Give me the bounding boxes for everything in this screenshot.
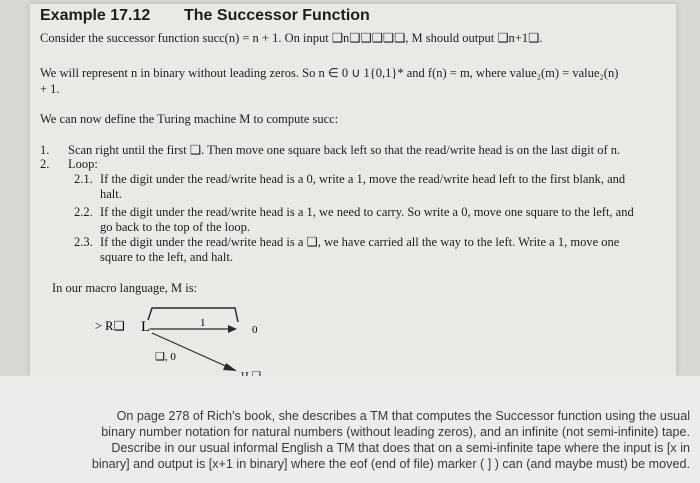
- substep-2-3-line-1: If the digit under the read/write head is a ❑, we have carried all the way to the left. Write a 1, move one: [100, 235, 620, 249]
- substep-2-3-line-2: square to the left, and halt.: [100, 250, 233, 264]
- start-state-label: > R❑: [95, 319, 125, 333]
- example-title: The Successor Function: [184, 7, 370, 24]
- loop-arc: [148, 308, 238, 322]
- macro-line: In our macro language, M is:: [52, 281, 198, 295]
- step-1-text: Scan right until the first ❑. Then move one square back left so that the read/write head is on the last digit of n.: [68, 143, 621, 157]
- edge-1-label: 1: [200, 317, 206, 329]
- step-2-number: 2.: [40, 157, 50, 171]
- substep-2-3-number: 2.3.: [74, 235, 93, 249]
- substep-2-1-line-2: halt.: [100, 187, 122, 201]
- question-line-4: binary] and output is [x+1 in binary] where the eof (end of file) marker ( ] ) can (and maybe must) be moved.: [91, 457, 690, 471]
- substep-2-2-line-1: If the digit under the read/write head is a 1, we need to carry. So write a 0, move one square to the left, and: [100, 205, 634, 219]
- example-number: Example 17.12: [40, 7, 151, 24]
- turing-machine-diagram: [90, 302, 390, 382]
- write-0-state: 0: [252, 324, 258, 336]
- define-line: We can now define the Turing machine M to compute succ:: [40, 112, 339, 126]
- substep-2-1-line-1: If the digit under the read/write head is a 0, write a 1, move the read/write head left to the first blank, and: [100, 172, 626, 186]
- represent-line-1: We will represent n in binary without leading zeros. So n ∈ 0 ∪ 1{0,1}* and f(n) = m, where value₂(m) = value₂(n): [40, 66, 619, 80]
- intro-line: Consider the successor function succ(n) = n + 1. On input ❑n❑❑❑❑❑, M should output ❑n+1❑.: [40, 31, 543, 45]
- substep-2-2-line-2: go back to the top of the loop.: [100, 220, 250, 234]
- question-line-1: On page 278 of Rich's book, she describes a TM that computes the Successor function using the usual: [116, 409, 690, 423]
- substep-2-1-number: 2.1.: [74, 172, 93, 186]
- edge-to-write-1-arrowhead: [223, 363, 237, 371]
- question-line-3: Describe in our usual informal English a TM that does that on a semi-infinite tape where the input is [x in: [111, 441, 690, 455]
- step-1-number: 1.: [40, 143, 50, 157]
- step-2-text: Loop:: [68, 157, 98, 171]
- question-line-2: binary number notation for natural numbers (without leading zeros), and an infinite (not semi-infinite) tape.: [101, 425, 690, 439]
- substep-2-2-number: 2.2.: [74, 205, 93, 219]
- edge-to-write-0-arrowhead: [228, 325, 237, 333]
- edge-2-label: ❑, 0: [155, 351, 176, 363]
- loop-state-label: L: [141, 319, 151, 335]
- represent-line-2: + 1.: [40, 82, 60, 96]
